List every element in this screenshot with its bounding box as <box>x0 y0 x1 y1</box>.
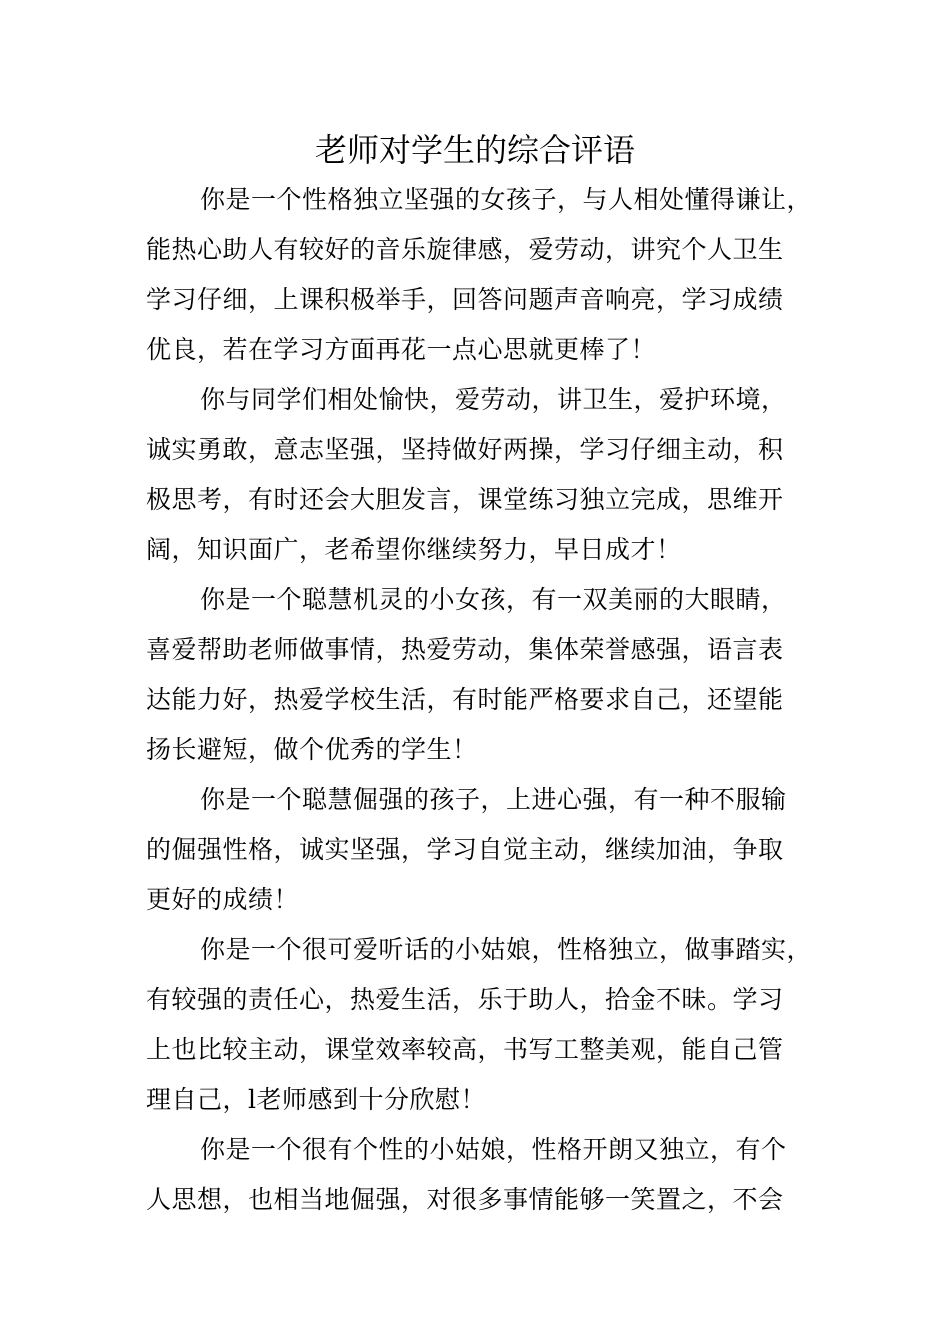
paragraph-1-line-3: 学习仔细，上课积极举手，回答问题声音响亮，学习成绩 <box>146 285 784 314</box>
paragraph-5-line-3: 上也比较主动，课堂效率较高，书写工整美观，能自己管 <box>146 1035 784 1064</box>
paragraph-4-line-2: 的倔强性格，诚实坚强，学习自觉主动，继续加油，争取 <box>146 835 784 864</box>
paragraph-3-line-4: 扬长避短，做个优秀的学生！ <box>146 735 478 764</box>
paragraph-6-line-1: 你是一个很有个性的小姑娘，性格开朗又独立，有个 <box>200 1135 787 1164</box>
paragraph-5-line-4: 理自己，l老师感到十分欣慰！ <box>146 1085 486 1114</box>
paragraph-3-line-2: 喜爱帮助老师做事情，热爱劳动，集体荣誉感强，语言表 <box>146 635 784 664</box>
paragraph-4-line-1: 你是一个聪慧倔强的孩子，上进心强，有一种不服输 <box>200 785 787 814</box>
document-title: 老师对学生的综合评语 <box>314 131 635 169</box>
paragraph-2-line-4: 阔，知识面广，老希望你继续努力，早日成才！ <box>146 535 682 564</box>
paragraph-2-line-1: 你与同学们相处愉快，爱劳动，讲卫生，爱护环境， <box>200 385 787 414</box>
paragraph-3-line-3: 达能力好，热爱学校生活，有时能严格要求自己，还望能 <box>146 685 784 714</box>
paragraph-1-line-4: 优良，若在学习方面再花一点心思就更棒了！ <box>146 335 657 364</box>
paragraph-3-line-1: 你是一个聪慧机灵的小女孩，有一双美丽的大眼睛， <box>200 585 787 614</box>
paragraph-1-line-2: 能热心助人有较好的音乐旋律感，爱劳动，讲究个人卫生 <box>146 235 784 264</box>
paragraph-6-line-2: 人思想，也相当地倔强，对很多事情能够一笑置之，不会 <box>146 1185 784 1214</box>
paragraph-2-line-3: 极思考，有时还会大胆发言，课堂练习独立完成，思维开 <box>146 485 784 514</box>
paragraph-1-line-1: 你是一个性格独立坚强的女孩子，与人相处懂得谦让， <box>200 185 813 214</box>
paragraph-5-line-2: 有较强的责任心，热爱生活，乐于助人，拾金不昧。学习 <box>146 985 784 1014</box>
paragraph-4-line-3: 更好的成绩！ <box>146 885 300 914</box>
paragraph-2-line-2: 诚实勇敢，意志坚强，坚持做好两操，学习仔细主动，积 <box>146 435 784 464</box>
paragraph-5-line-1: 你是一个很可爱听话的小姑娘，性格独立，做事踏实， <box>200 935 813 964</box>
